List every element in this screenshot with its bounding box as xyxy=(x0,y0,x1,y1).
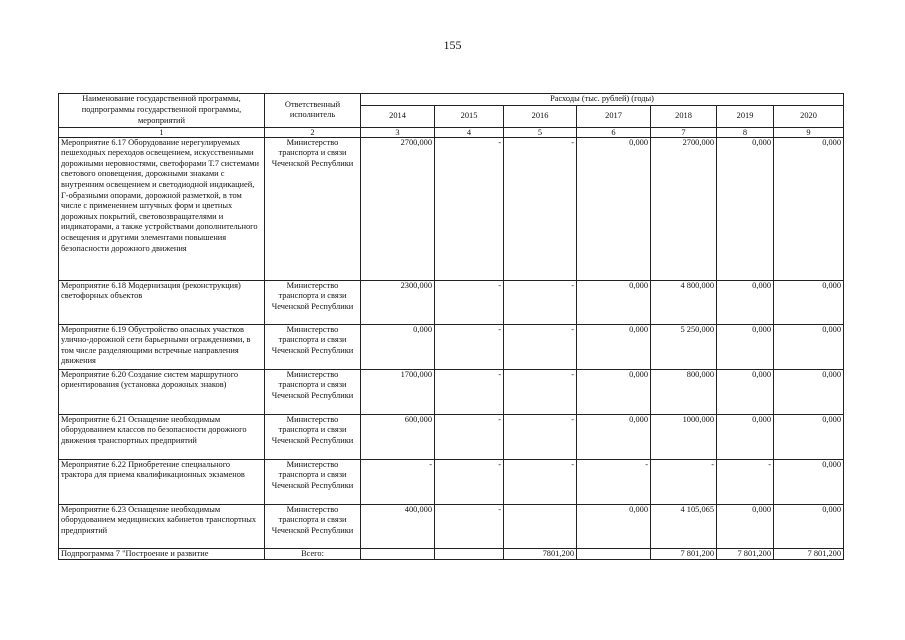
measure-name: Мероприятие 6.19 Обустройство опасных участков улично-дорожной сети барьерными ограждениями, в том числе разделяющими встречные направления движения xyxy=(59,324,265,369)
value-2016: - xyxy=(504,369,577,414)
value-2020: 0,000 xyxy=(774,280,844,324)
table-row xyxy=(59,324,844,369)
value-2015: - xyxy=(435,459,504,504)
column-index: 8 xyxy=(717,127,774,137)
header-expenses-group: Расходы (тыс. рублей) (годы) xyxy=(361,94,844,106)
column-index: 7 xyxy=(651,127,717,137)
column-index: 1 xyxy=(59,127,265,137)
column-index: 4 xyxy=(435,127,504,137)
column-index: 3 xyxy=(361,127,435,137)
value-2014: 0,000 xyxy=(361,324,435,369)
subprogram-summary-row xyxy=(59,548,844,560)
budget-table xyxy=(58,93,844,560)
value-2014: - xyxy=(361,459,435,504)
value-2016: - xyxy=(504,137,577,280)
executor: Министерство транспорта и связи Чеченской Республики xyxy=(265,459,361,504)
summary-value-2014 xyxy=(361,548,435,560)
table-row xyxy=(59,280,844,324)
subprogram-name: Подпрограмма 7 "Построение и развитие xyxy=(59,548,265,560)
value-2017: 0,000 xyxy=(577,137,651,280)
summary-value-2017 xyxy=(577,548,651,560)
column-index: 5 xyxy=(504,127,577,137)
value-2020: 0,000 xyxy=(774,369,844,414)
measure-name: Мероприятие 6.22 Приобретение специального трактора для приема квалификационных экзаменов xyxy=(59,459,265,504)
table-row xyxy=(59,369,844,414)
value-2019: 0,000 xyxy=(717,369,774,414)
value-2020: 0,000 xyxy=(774,504,844,548)
value-2016 xyxy=(504,504,577,548)
executor: Министерство транспорта и связи Чеченской Республики xyxy=(265,414,361,459)
header-name-column: Наименование государственной программы, подпрограммы государственной программы, мероприятий xyxy=(59,94,265,128)
table-body xyxy=(59,137,844,560)
value-2017: 0,000 xyxy=(577,280,651,324)
value-2015: - xyxy=(435,280,504,324)
value-2019: 0,000 xyxy=(717,414,774,459)
measure-name: Мероприятие 6.18 Модернизация (реконструкция) светофорных объектов xyxy=(59,280,265,324)
value-2017: 0,000 xyxy=(577,369,651,414)
value-2018: 1000,000 xyxy=(651,414,717,459)
summary-value-2016: 7801,200 xyxy=(504,548,577,560)
value-2015: - xyxy=(435,504,504,548)
executor: Министерство транспорта и связи Чеченской Республики xyxy=(265,280,361,324)
value-2019: 0,000 xyxy=(717,137,774,280)
value-2016: - xyxy=(504,280,577,324)
table-row xyxy=(59,459,844,504)
executor: Министерство транспорта и связи Чеченской Республики xyxy=(265,324,361,369)
summary-executor: Всего: xyxy=(265,548,361,560)
value-2018: 800,000 xyxy=(651,369,717,414)
value-2016: - xyxy=(504,414,577,459)
value-2014: 400,000 xyxy=(361,504,435,548)
value-2019: 0,000 xyxy=(717,280,774,324)
value-2018: 4 105,065 xyxy=(651,504,717,548)
value-2016: - xyxy=(504,324,577,369)
header-executor-column: Ответственный исполнитель xyxy=(265,94,361,128)
value-2018: 4 800,000 xyxy=(651,280,717,324)
header-year: 2015 xyxy=(435,105,504,127)
value-2015: - xyxy=(435,414,504,459)
value-2016: - xyxy=(504,459,577,504)
measure-name: Мероприятие 6.17 Оборудование нерегулируемых пешеходных переходов освещением, искусственными дорожными неровностями, светофорами Т.7 системами светового оповещения, дорожными знаками с внутренним освещением и светодиодной индикацией, Г-образными опорами, дорожной разметкой, в том числе с применением штучных форм и цветных дорожных покрытий, световозвращателями и индикаторами, а также устройствами дополнительного освещения и другими элементами повышения безопасности дорожного движения xyxy=(59,137,265,280)
value-2018: 2700,000 xyxy=(651,137,717,280)
summary-value-2015 xyxy=(435,548,504,560)
header-year: 2019 xyxy=(717,105,774,127)
executor: Министерство транспорта и связи Чеченской Республики xyxy=(265,369,361,414)
value-2020: 0,000 xyxy=(774,324,844,369)
column-index: 2 xyxy=(265,127,361,137)
value-2020: 0,000 xyxy=(774,459,844,504)
value-2019: - xyxy=(717,459,774,504)
table-row xyxy=(59,137,844,280)
value-2019: 0,000 xyxy=(717,324,774,369)
value-2020: 0,000 xyxy=(774,137,844,280)
column-index: 9 xyxy=(774,127,844,137)
value-2015: - xyxy=(435,369,504,414)
value-2017: 0,000 xyxy=(577,324,651,369)
value-2020: 0,000 xyxy=(774,414,844,459)
value-2015: - xyxy=(435,137,504,280)
value-2017: 0,000 xyxy=(577,504,651,548)
value-2014: 2700,000 xyxy=(361,137,435,280)
value-2017: 0,000 xyxy=(577,414,651,459)
column-index: 6 xyxy=(577,127,651,137)
summary-value-2019: 7 801,200 xyxy=(717,548,774,560)
summary-value-2020: 7 801,200 xyxy=(774,548,844,560)
table-row xyxy=(59,414,844,459)
header-year: 2014 xyxy=(361,105,435,127)
value-2018: 5 250,000 xyxy=(651,324,717,369)
value-2014: 2300,000 xyxy=(361,280,435,324)
value-2014: 600,000 xyxy=(361,414,435,459)
value-2015: - xyxy=(435,324,504,369)
value-2017: - xyxy=(577,459,651,504)
measure-name: Мероприятие 6.23 Оснащение необходимым оборудованием медицинских кабинетов транспортных предприятий xyxy=(59,504,265,548)
value-2019: 0,000 xyxy=(717,504,774,548)
page-number: 155 xyxy=(443,38,462,52)
measure-name: Мероприятие 6.20 Создание систем маршрутного ориентирования (установка дорожных знаков) xyxy=(59,369,265,414)
executor: Министерство транспорта и связи Чеченской Республики xyxy=(265,137,361,280)
summary-value-2018: 7 801,200 xyxy=(651,548,717,560)
header-year: 2020 xyxy=(774,105,844,127)
measure-name: Мероприятие 6.21 Оснащение необходимым оборудованием классов по безопасности дорожного движения транспортных предприятий xyxy=(59,414,265,459)
header-year: 2018 xyxy=(651,105,717,127)
value-2014: 1700,000 xyxy=(361,369,435,414)
header-year: 2016 xyxy=(504,105,577,127)
table-row xyxy=(59,504,844,548)
value-2018: - xyxy=(651,459,717,504)
executor: Министерство транспорта и связи Чеченской Республики xyxy=(265,504,361,548)
header-year: 2017 xyxy=(577,105,651,127)
column-index-row xyxy=(59,127,844,137)
table-header xyxy=(59,94,844,138)
